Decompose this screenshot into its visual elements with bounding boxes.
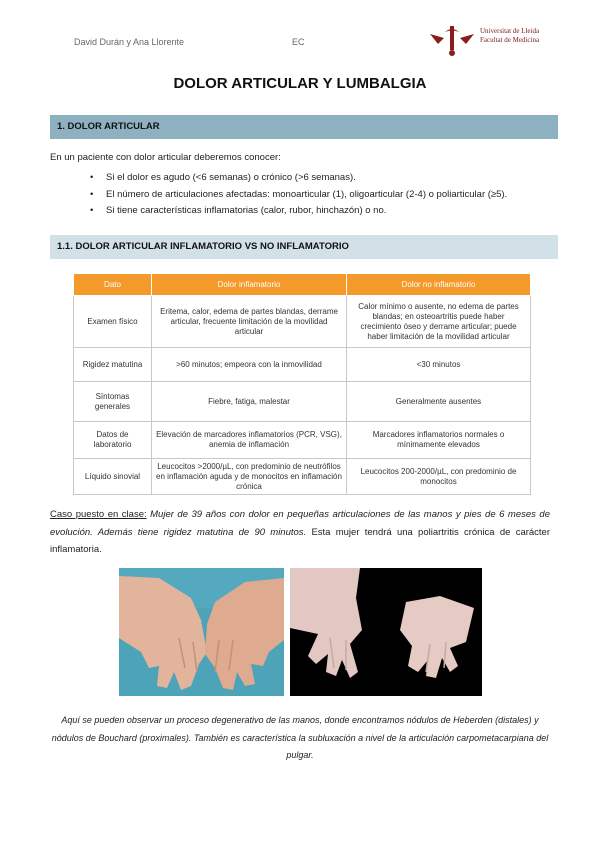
university-name — [480, 27, 539, 45]
header-authors: David Durán y Ana Llorente — [74, 37, 185, 47]
column-header: Dolor inflamatorio — [152, 274, 347, 296]
university-emblem-icon — [428, 24, 476, 58]
table-cell: Examen físico — [74, 296, 152, 348]
table-header-row — [74, 274, 531, 296]
list-item: • Si el dolor es agudo (<6 semanas) o crónico (>6 semanas). — [90, 170, 507, 187]
table-cell: Líquido sinovial — [74, 459, 152, 495]
table-row — [74, 382, 531, 422]
case-description: Mujer de 39 años con dolor en pequeñas articulaciones de las manos y pies de 6 meses de evolución. Además tiene rigidez matutina de 90 minutos. — [50, 509, 550, 538]
table-row — [74, 459, 531, 495]
table-cell: Fiebre, fatiga, malestar — [152, 382, 347, 422]
subsection-heading: 1.1. DOLOR ARTICULAR INFLAMATORIO VS NO INFLAMATORIO — [57, 241, 349, 252]
intro-text: En un paciente con dolor articular deberemos conocer: — [50, 152, 281, 163]
comparison-table — [73, 273, 531, 495]
hands-photo-blue-background — [119, 568, 284, 696]
table-row — [74, 422, 531, 459]
table-cell: Elevación de marcadores inflamatorios (PCR, VSG), anemia de inflamación — [152, 422, 347, 459]
university-logo — [428, 24, 558, 58]
column-header: Dolor no inflamatorio — [347, 274, 531, 296]
table-cell: Rigidez matutina — [74, 348, 152, 382]
table-cell: >60 minutos; empeora con la inmovilidad — [152, 348, 347, 382]
case-label: Caso puesto en clase: — [50, 509, 147, 520]
section-heading: 1. DOLOR ARTICULAR — [57, 121, 160, 132]
image-caption: Aquí se pueden observar un proceso degenerativo de las manos, donde encontramos nódulos de Heberden (distales) y nódulos de Bouchard (proximales). También es característica la subluxación a nivel de la articulación carpometacarpiana del pulgar. — [51, 715, 549, 760]
table-cell: Leucocitos >2000/µL, con predominio de neutrófilos en inflamación aguda y de monocitos en inflamación crónica — [152, 459, 347, 495]
table-cell: Calor mínimo o ausente, no edema de partes blandas; en osteoartritis puede haber crecimiento óseo y derrame articular; puede haber limitación de la movilidad articular — [347, 296, 531, 348]
table-row — [74, 348, 531, 382]
case-paragraph — [50, 506, 550, 559]
case-conclusion: Esta mujer tendrá una poliartritis crónica de carácter inflamatoria. — [50, 526, 551, 555]
university-name-line2: Facultat de Medicina — [480, 36, 540, 44]
table-cell: <30 minutos — [347, 348, 531, 382]
list-item: • El número de articulaciones afectadas: monoarticular (1), oligoarticular (2-4) o poliarticular (≥5). — [90, 187, 507, 204]
subsection-heading-bar — [50, 235, 558, 259]
list-item: • Si tiene características inflamatorias (calor, rubor, hinchazón) o no. — [90, 203, 507, 220]
page-title: DOLOR ARTICULAR Y LUMBALGIA — [173, 75, 427, 92]
table-cell: Síntomas generales — [74, 382, 152, 422]
university-name-line1: Universitat de Lleida — [480, 27, 540, 35]
table-cell: Marcadores inflamatorios normales o mínimamente elevados — [347, 422, 531, 459]
table-cell: Leucocitos 200-2000/µL, con predominio de monocitos — [347, 459, 531, 495]
table-cell: Generalmente ausentes — [347, 382, 531, 422]
table-cell: Eritema, calor, edema de partes blandas, derrame articular, frecuente limitación de la movilidad articular — [152, 296, 347, 348]
section-heading-bar — [50, 115, 558, 139]
hands-photo-black-background — [290, 568, 482, 696]
header-course: EC — [292, 37, 305, 47]
table-row — [74, 296, 531, 348]
column-header: Dato — [74, 274, 152, 296]
criteria-list — [90, 170, 507, 220]
table-cell: Datos de laboratorio — [74, 422, 152, 459]
